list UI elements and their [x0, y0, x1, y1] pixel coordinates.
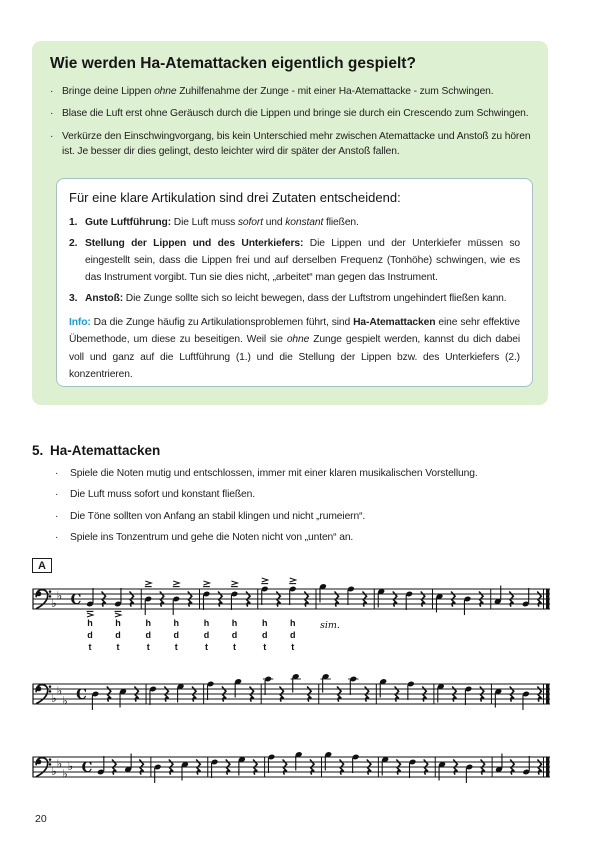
- syllable-letter: d: [173, 630, 179, 640]
- flat-sign: ♭: [56, 756, 63, 771]
- note: [437, 683, 445, 702]
- note: [522, 756, 530, 775]
- intro-bullet-text: [62, 129, 544, 160]
- section-ha-atemattacken: [32, 443, 548, 553]
- note: [352, 754, 360, 773]
- flat-sign: ♭: [62, 693, 68, 708]
- staff-svg: [32, 566, 552, 658]
- item-number: 1.: [69, 217, 78, 228]
- note: [181, 761, 189, 780]
- note: [438, 761, 446, 780]
- section-bullets: [32, 467, 548, 546]
- syllable-letter: h: [145, 618, 151, 628]
- flat-sign: ♭: [67, 759, 74, 774]
- note: [203, 591, 211, 610]
- note: [86, 588, 94, 607]
- syllable-letter: t: [146, 642, 150, 652]
- flat-sign: ♭: [56, 588, 63, 603]
- accent-icon: [231, 581, 238, 587]
- time-signature: C: [76, 686, 87, 703]
- intro-bullet: [50, 106, 544, 121]
- note: [238, 756, 246, 775]
- accent-icon: [203, 581, 210, 587]
- note: [92, 691, 100, 710]
- accent-icon: [289, 578, 296, 584]
- text-run: Zunge gespielt werden, kannst du dich dabei voll und ganz auf die Luftführung (1.) und die Stellung der Lippen bzw. des Unterkiefers (2.) konzentrieren.: [69, 334, 520, 380]
- intro-bullet-text: [62, 106, 544, 121]
- syllable-letter: h: [203, 618, 210, 628]
- note: [268, 754, 276, 773]
- note: [466, 764, 474, 783]
- bullet-dot-icon: ·: [50, 108, 54, 120]
- text-run: Da die Zunge häufig zu Artikulationsproblemen führt, sind: [90, 317, 354, 329]
- note: [381, 756, 389, 775]
- recipe-item: [69, 235, 520, 286]
- note: [144, 596, 152, 615]
- note: [377, 588, 385, 607]
- intro-title: Wie werden Ha-Atemattacken eigentlich gespielt?: [50, 55, 416, 72]
- note: [347, 586, 355, 605]
- note: [261, 586, 269, 605]
- note: [319, 583, 327, 602]
- accent-icon: [115, 611, 122, 617]
- staff-svg: [32, 744, 552, 790]
- note: [119, 688, 127, 707]
- syllable-letter: d: [115, 630, 121, 640]
- section-bullet-text: Spiele die Noten mutig und entschlossen, immer mit einer klaren musikalischen Vorstellung.: [70, 468, 478, 479]
- section-title: Ha-Atemattacken: [50, 443, 161, 458]
- syllable-letter: h: [289, 618, 296, 628]
- syllable-letter: h: [173, 618, 179, 628]
- syllable-letter: t: [204, 642, 208, 652]
- recipe-item-text: [85, 235, 520, 286]
- intro-bullet: [50, 84, 544, 99]
- syllable-letter: t: [174, 642, 178, 652]
- note: [405, 591, 413, 610]
- note: [436, 593, 444, 612]
- text-run: Stellung der Lippen und des Unterkiefers:: [85, 238, 304, 250]
- note: [295, 751, 303, 770]
- bullet-dot-icon: ·: [55, 468, 59, 479]
- text-run: Anstoß:: [85, 293, 124, 305]
- note: [464, 596, 472, 615]
- syllable-letter: d: [289, 630, 296, 640]
- text-run: und: [262, 217, 286, 228]
- final-barline-thick: [546, 589, 549, 609]
- section-bullet: [55, 488, 548, 503]
- text-run: Ha-Atemattacken: [353, 317, 436, 329]
- text-run: eine sehr effektive Übemethode, um diese zu beseitigen. Weil sie: [69, 317, 520, 346]
- syllable-letter: h: [261, 618, 268, 628]
- syllable-letter: t: [232, 642, 236, 652]
- section-bullet-text: Die Töne sollten von Anfang an stabil klingen und nicht „rumeiern“.: [70, 510, 366, 522]
- text-run: konstant: [285, 217, 324, 228]
- recipe-item-text: [85, 290, 520, 307]
- syllable-letter: h: [87, 618, 93, 628]
- staff-1: [32, 566, 552, 663]
- section-bullet: [55, 467, 548, 482]
- recipe-item-text: [85, 214, 520, 231]
- syllable-letter: t: [291, 642, 295, 652]
- section-bullet: [55, 531, 548, 546]
- note: [322, 673, 330, 692]
- note: [324, 751, 332, 770]
- note: [379, 678, 387, 697]
- text-run: fließen.: [323, 217, 359, 228]
- staff-3: [32, 744, 552, 795]
- syllable-letter: d: [261, 630, 268, 640]
- note: [264, 676, 272, 695]
- flat-sign: ♭: [51, 764, 57, 779]
- accent-icon: [145, 581, 152, 587]
- text-run: Info:: [69, 317, 91, 329]
- note: [207, 681, 215, 700]
- note: [231, 591, 239, 610]
- note: [289, 586, 297, 605]
- text-run: Bringe deine Lippen: [62, 86, 155, 97]
- intro-bullet-text: [62, 84, 544, 99]
- note: [177, 683, 185, 702]
- text-run: ohne: [154, 86, 177, 97]
- text-run: Die Lippen und der Unterkiefer müssen so eingestellt sein, dass die Lippen frei und auf derselben Frequenz (Tonhöhe) schwingen, wie es das Instrument vorgibt. Tun sie dies nicht, „arbeitet“ man gegen das Instrument.: [85, 238, 521, 284]
- note: [114, 588, 122, 607]
- item-number: 2.: [69, 238, 78, 250]
- section-bullet-text: Die Luft muss sofort und konstant fließen.: [70, 489, 255, 501]
- time-signature: C: [81, 759, 93, 776]
- flat-sign: ♭: [51, 596, 57, 611]
- text-run: Verkürze den Einschwingvorgang, bis kein Unterschied mehr zwischen Atemattacke und Anstoß zu hören ist. Je besser dir dies gelingt, desto leichter wird dir später der Anstoß fallen.: [62, 130, 531, 158]
- recipe-item: [69, 214, 520, 231]
- note: [124, 754, 132, 773]
- section-bullet-text: Spiele ins Tonzentrum und gehe die Noten nicht von „unten“ an.: [70, 532, 354, 544]
- text-run: Die Luft muss: [171, 217, 238, 228]
- time-signature: C: [70, 591, 82, 608]
- syllable-letter: t: [88, 642, 92, 652]
- accent-icon: [87, 611, 94, 617]
- note: [494, 586, 502, 605]
- sim-text: sim.: [319, 620, 340, 631]
- note: [465, 686, 473, 705]
- note: [494, 688, 502, 707]
- bullet-dot-icon: ·: [55, 510, 59, 522]
- note: [97, 756, 105, 775]
- flat-sign: ♭: [51, 691, 57, 706]
- recipe-item: [69, 290, 520, 307]
- note: [292, 673, 300, 692]
- section-bullet: [55, 510, 548, 525]
- syllable-letter: d: [145, 630, 151, 640]
- flat-sign: ♭: [62, 766, 68, 781]
- section-number: 5.: [32, 443, 44, 458]
- accent-icon: [261, 578, 268, 584]
- text-run: Gute Luftführung:: [85, 217, 172, 228]
- item-number: 3.: [69, 293, 78, 305]
- syllable-letter: t: [263, 642, 267, 652]
- bullet-dot-icon: ·: [50, 86, 54, 97]
- note: [149, 686, 157, 705]
- bullet-dot-icon: ·: [50, 130, 54, 142]
- bullet-dot-icon: ·: [55, 489, 59, 501]
- syllable-letter: d: [87, 630, 93, 640]
- intro-box: [32, 41, 548, 405]
- section-heading: [32, 443, 548, 458]
- staff-2: [32, 672, 552, 723]
- text-run: Blase die Luft erst ohne Geräusch durch die Lippen und bringe sie durch ein Crescendo zum Schwingen.: [62, 108, 529, 120]
- page-number: 20: [35, 813, 47, 825]
- staff-svg: [32, 672, 552, 718]
- note: [407, 681, 415, 700]
- syllable-letter: h: [115, 618, 121, 628]
- syllable-letter: h: [231, 618, 238, 628]
- note: [495, 754, 503, 773]
- final-barline-thick: [546, 757, 549, 777]
- recipe-box: [56, 178, 533, 387]
- final-barline-thick: [546, 684, 549, 704]
- text-run: Zuhilfenahme der Zunge - mit einer Ha-Atemattacke - zum Schwingen.: [176, 86, 494, 97]
- text-run: ohne: [286, 334, 310, 346]
- note: [154, 764, 162, 783]
- syllable-letter: d: [231, 630, 238, 640]
- syllable-letter: d: [203, 630, 210, 640]
- note: [522, 691, 530, 710]
- exercise-label-box: A: [32, 558, 52, 573]
- accent-icon: [173, 581, 180, 587]
- note: [349, 676, 357, 695]
- bullet-dot-icon: ·: [55, 532, 59, 544]
- flat-sign: ♭: [56, 683, 63, 698]
- intro-bullet: [50, 129, 544, 160]
- note: [172, 596, 180, 615]
- syllable-letter: t: [116, 642, 120, 652]
- text-run: Die Zunge sollte sich so leicht bewegen, dass der Luftstrom ungehindert fließen kann.: [123, 293, 507, 305]
- text-run: sofort: [237, 217, 263, 228]
- recipe-title: Für eine klare Artikulation sind drei Zutaten entscheidend:: [69, 190, 401, 205]
- note: [211, 759, 219, 778]
- note: [234, 678, 242, 697]
- note: [409, 759, 417, 778]
- note: [522, 588, 530, 607]
- info-paragraph: [69, 314, 520, 382]
